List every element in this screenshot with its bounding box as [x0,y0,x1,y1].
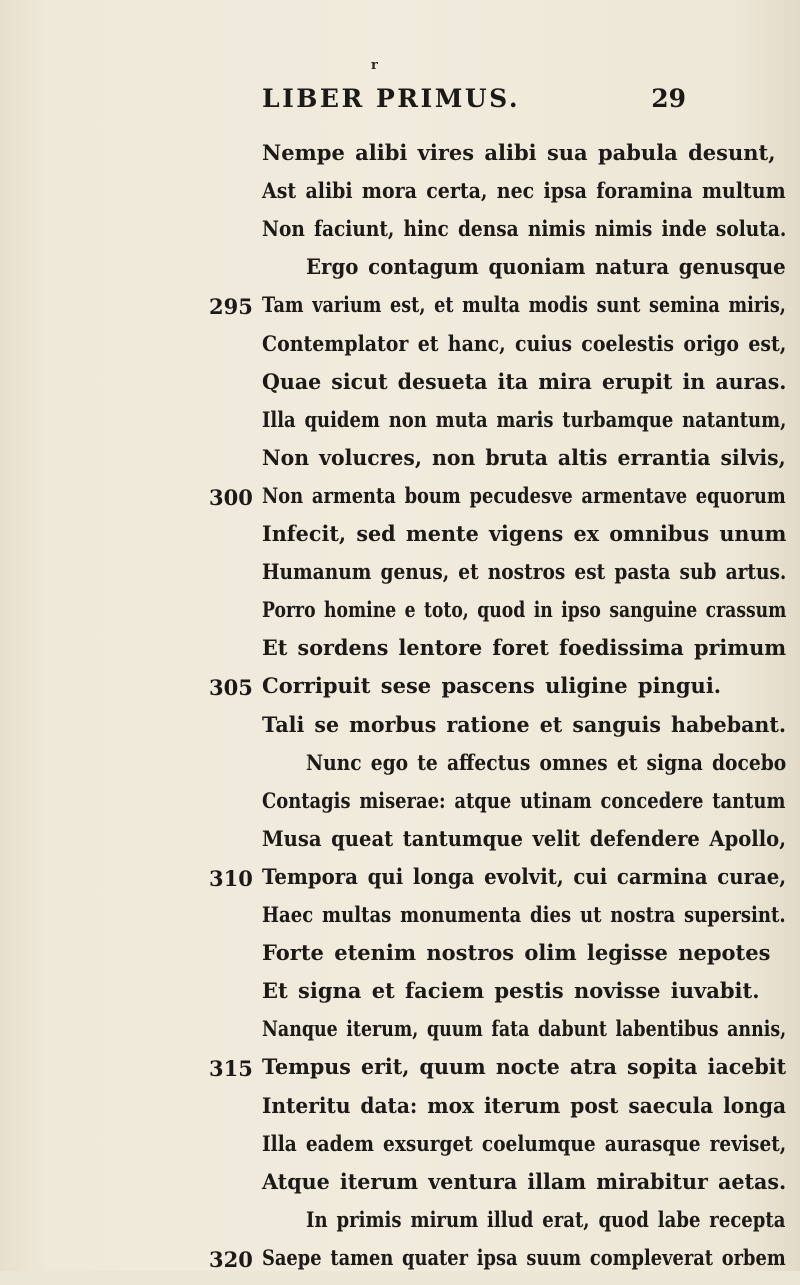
verse-text: Non faciunt, hinc densa nimis nimis inde soluta. [262,216,787,241]
verse-text: Musa queat tantumque velit defendere Apollo, [262,826,787,851]
verse-text: Interitu data: mox iterum post saecula longa [262,1093,787,1118]
verse-line [0,635,800,675]
running-title: LIBER PRIMUS. [262,84,521,113]
verse-text: Quae sicut desueta ita mira erupit in auras. [262,369,787,394]
verse-line [0,712,800,752]
line-number: 300 [209,485,253,510]
line-number: 305 [209,675,253,700]
verse-line [0,178,800,218]
verse-line [0,1169,800,1209]
verse-line [0,445,800,485]
verse-text: Tempora qui longa evolvit, cui carmina curae, [262,864,787,889]
verse-text: Tali se morbus ratione et sanguis habebant. [262,712,787,737]
verse-text: Corripuit sese pascens uligine pingui. [262,673,722,698]
verse-text: Ergo contagum quoniam natura genusque [306,254,786,279]
verse-line [0,1093,800,1133]
verse-line [0,521,800,561]
verse-line [0,902,800,942]
verse-line [0,788,800,828]
verse-line [0,140,800,180]
verse-text: Atque iterum ventura illam mirabitur aetas. [262,1169,787,1194]
verse-text: Haec multas monumenta dies ut nostra supersint. [262,902,786,927]
verse-line [0,369,800,409]
verse-line [0,216,800,256]
verse-text: Contagis miserae: atque utinam concedere tantum [262,788,786,813]
verse-line [0,1131,800,1171]
verse-text: Contemplator et hanc, cuius coelestis origo est, [262,331,787,356]
verse-line [0,407,800,447]
line-number: 315 [209,1056,253,1081]
verse-line [0,826,800,866]
verse-text: Nempe alibi vires alibi sua pabula desunt, [262,140,776,165]
verse-line [0,940,800,980]
verse-text: Et sordens lentore foret foedissima primum [262,635,787,660]
verse-line [0,597,800,637]
verse-line [0,1054,800,1094]
verse-text: Nanque iterum, quum fata dabunt labentibus annis, [262,1016,787,1041]
verse-text: Illa eadem exsurget coelumque aurasque reviset, [262,1131,787,1156]
verse-line [0,1016,800,1056]
page-number: 29 [651,84,686,113]
verse-line [0,254,800,294]
verse-text: Non volucres, non bruta altis errantia silvis, [262,445,786,470]
verse-text: Nunc ego te affectus omnes et signa docebo [306,750,787,775]
verse-line [0,1207,800,1247]
verse-text: Humanum genus, et nostros est pasta sub artus. [262,559,787,584]
verse-text: Saepe tamen quater ipsa suum compleverat orbem [262,1245,786,1270]
verse-line [0,864,800,904]
printer-mark: r [371,58,378,73]
verse-text: Ast alibi mora certa, nec ipsa foramina multum [262,178,786,203]
verse-line [0,750,800,790]
page-header [262,84,686,124]
verse-text: Illa quidem non muta maris turbamque natantum, [262,407,787,432]
verse-text: In primis mirum illud erat, quod labe recepta [306,1207,786,1232]
verse-text: Tempus erit, quum nocte atra sopita iacebit [262,1054,787,1079]
verse-line [0,1245,800,1285]
verse-text: Forte etenim nostros olim legisse nepotes [262,940,771,965]
verse-line [0,331,800,371]
verse-line [0,978,800,1018]
verse-text: Porro homine e toto, quod in ipso sanguine crassum [262,597,787,622]
line-number: 320 [209,1247,253,1272]
verse-line [0,292,800,332]
line-number: 310 [209,866,253,891]
verse-line [0,559,800,599]
verse-text: Et signa et faciem pestis novisse iuvabit. [262,978,760,1003]
verse-text: Non armenta boum pecudesve armentave equorum [262,483,786,508]
verse-line [0,483,800,523]
line-number: 295 [209,294,253,319]
verse-text: Tam varium est, et multa modis sunt semina miris, [262,292,786,317]
verse-text: Infecit, sed mente vigens ex omnibus unum [262,521,787,546]
verse-line [0,673,800,713]
